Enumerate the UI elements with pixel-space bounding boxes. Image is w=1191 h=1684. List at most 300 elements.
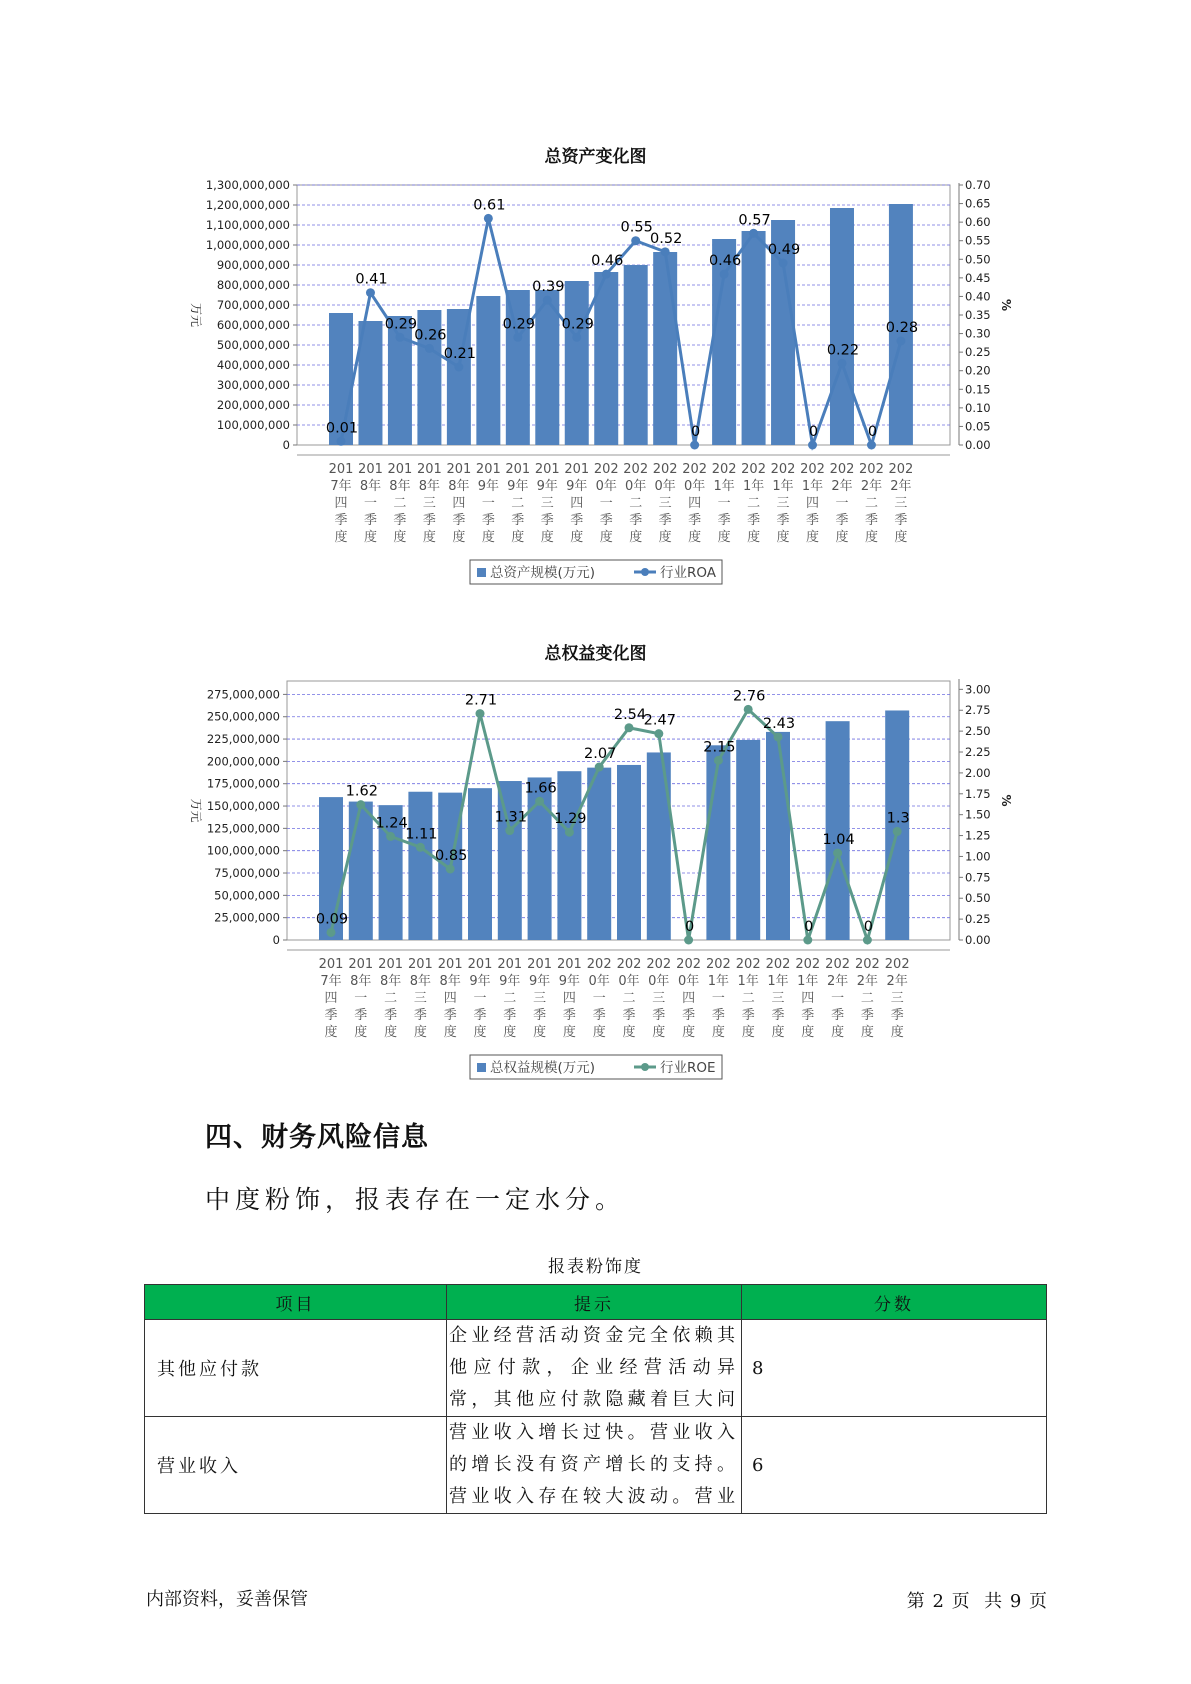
x-tick-label: 202 <box>829 462 855 477</box>
data-label: 0.49 <box>767 242 801 258</box>
data-label: 0.29 <box>502 316 535 333</box>
x-tick-label: 202 <box>616 957 642 972</box>
x-tick-label: 8年 <box>350 974 372 989</box>
x-tick-label: 四 <box>570 496 584 511</box>
bar <box>506 290 530 445</box>
x-tick-label: 度 <box>413 1025 427 1040</box>
x-tick-label: 202 <box>593 462 619 477</box>
x-tick-label: 1年 <box>737 974 759 989</box>
x-tick-label: 201 <box>564 462 590 477</box>
x-tick-label: 三 <box>540 496 554 511</box>
x-tick-label: 三 <box>422 496 436 511</box>
x-tick-label: 三 <box>890 991 904 1006</box>
bar <box>408 792 432 940</box>
x-tick-label: 二 <box>503 991 517 1006</box>
x-tick-label: 度 <box>806 530 820 545</box>
x-tick-label: 度 <box>354 1025 368 1040</box>
right-tick-label: 0.00 <box>965 933 991 947</box>
x-tick-label: 季 <box>652 1008 666 1023</box>
data-label: 0 <box>804 919 814 935</box>
row-hint-text: 企业经营活动资金完全依赖其他应付款，企业经营活动异常，其他应付款隐藏着巨大问 <box>449 1325 739 1410</box>
x-tick-label: 7年 <box>320 974 342 989</box>
x-tick-label: 四 <box>452 496 466 511</box>
left-tick-label: 300,000,000 <box>216 378 290 392</box>
x-tick-label: 8年 <box>379 974 402 989</box>
x-tick-label: 季 <box>413 1008 427 1023</box>
x-tick-label: 季 <box>864 513 878 528</box>
x-tick-label: 四 <box>324 991 338 1006</box>
x-tick-label: 202 <box>652 462 678 477</box>
left-tick-label: 100,000,000 <box>206 843 280 858</box>
data-label: 0.46 <box>708 253 742 270</box>
x-tick-label: 季 <box>324 1008 338 1023</box>
x-tick-label: 季 <box>540 513 554 528</box>
x-tick-label: 季 <box>481 513 495 528</box>
left-tick-label: 900,000,000 <box>216 258 290 272</box>
x-tick-label: 度 <box>422 530 436 545</box>
x-tick-label: 度 <box>717 530 731 545</box>
data-label: 1.66 <box>524 780 557 797</box>
line-point <box>893 827 902 836</box>
right-tick-label: 2.75 <box>965 703 991 718</box>
x-tick-label: 202 <box>711 462 737 477</box>
x-tick-label: 1年 <box>801 479 824 494</box>
right-tick-label: 0.40 <box>965 289 991 304</box>
left-tick-label: 125,000,000 <box>206 821 280 836</box>
header-item: 项目 <box>145 1285 447 1320</box>
bar <box>742 231 766 445</box>
x-tick-label: 季 <box>776 513 790 528</box>
line-point <box>684 936 693 945</box>
data-label: 2.71 <box>464 692 498 709</box>
right-tick-label: 1.50 <box>965 807 991 822</box>
x-tick-label: 季 <box>860 1008 874 1023</box>
bar <box>766 732 790 940</box>
x-tick-label: 度 <box>503 1025 517 1040</box>
x-tick-label: 1年 <box>767 974 789 989</box>
x-tick-label: 9年 <box>469 974 491 989</box>
x-tick-label: 202 <box>854 957 880 972</box>
line-point <box>837 359 846 368</box>
x-tick-label: 9年 <box>536 479 558 494</box>
data-label: 1.11 <box>405 826 438 843</box>
line-point <box>833 849 842 858</box>
x-tick-label: 202 <box>765 957 791 972</box>
x-tick-label: 三 <box>658 496 672 511</box>
line-point <box>416 843 425 852</box>
right-axis-title: % <box>999 794 1013 807</box>
row-item: 其他应付款 <box>145 1320 447 1417</box>
x-tick-label: 度 <box>835 530 849 545</box>
data-label: 2.43 <box>762 715 796 732</box>
x-tick-label: 202 <box>888 462 914 477</box>
x-tick-label: 度 <box>363 530 377 545</box>
x-tick-label: 度 <box>533 1025 547 1040</box>
left-tick-label: 225,000,000 <box>206 732 280 747</box>
bar <box>498 781 522 940</box>
x-tick-label: 季 <box>894 513 908 528</box>
x-tick-label: 2年 <box>831 479 853 494</box>
left-tick-label: 800,000,000 <box>216 278 290 292</box>
line-point <box>625 723 634 732</box>
data-label: 1.04 <box>822 832 855 849</box>
x-tick-label: 一 <box>831 991 845 1006</box>
line-point <box>714 756 723 765</box>
x-tick-label: 度 <box>801 1025 815 1040</box>
x-tick-label: 三 <box>652 991 666 1006</box>
x-tick-label: 度 <box>711 1025 725 1040</box>
data-label: 1.31 <box>494 809 527 826</box>
data-label: 0.28 <box>885 320 919 336</box>
x-tick-label: 度 <box>890 1025 904 1040</box>
x-tick-label: 9年 <box>499 974 521 989</box>
line-point <box>386 832 395 841</box>
x-tick-label: 202 <box>676 957 702 972</box>
right-tick-label: 0.60 <box>965 215 991 230</box>
line-point <box>744 705 753 714</box>
data-label: 0 <box>691 424 701 440</box>
line-point <box>505 826 514 835</box>
x-tick-label: 季 <box>503 1008 517 1023</box>
left-tick-label: 1,100,000,000 <box>205 218 290 232</box>
right-tick-label: 2.25 <box>965 745 991 760</box>
right-tick-label: 0.20 <box>965 363 991 378</box>
x-tick-label: 度 <box>658 530 672 545</box>
x-tick-label: 三 <box>413 991 427 1006</box>
x-tick-label: 四 <box>443 991 457 1006</box>
line-point <box>896 337 905 346</box>
x-tick-label: 季 <box>452 513 466 528</box>
x-tick-label: 季 <box>334 513 348 528</box>
x-tick-label: 202 <box>646 957 672 972</box>
x-tick-label: 季 <box>801 1008 815 1023</box>
right-tick-label: 0.05 <box>965 419 991 434</box>
line-point <box>356 800 365 809</box>
x-tick-label: 8年 <box>359 479 382 494</box>
line-point <box>749 229 758 238</box>
x-tick-label: 201 <box>387 462 413 477</box>
line-point <box>602 270 611 279</box>
right-tick-label: 2.50 <box>965 724 991 739</box>
line-point <box>774 732 783 741</box>
x-tick-label: 9年 <box>566 479 588 494</box>
line-point <box>425 344 434 353</box>
row-hint-text: 营业收入增长过快。营业收入的增长没有资产增长的支持。营业收入存在较大波动。营业 <box>449 1422 739 1507</box>
x-tick-label: 2年 <box>860 479 883 494</box>
header-score: 分数 <box>742 1285 1047 1320</box>
right-axis-title: % <box>999 298 1013 312</box>
x-tick-label: 度 <box>860 1025 874 1040</box>
x-tick-label: 202 <box>735 957 761 972</box>
x-tick-label: 0年 <box>677 974 700 989</box>
data-label: 0.39 <box>532 279 565 296</box>
x-tick-label: 度 <box>540 530 554 545</box>
x-tick-label: 0年 <box>588 974 610 989</box>
data-label: 0 <box>863 919 874 935</box>
bar <box>594 272 618 445</box>
x-tick-label: 季 <box>473 1008 487 1023</box>
data-label: 0.46 <box>591 253 624 270</box>
right-tick-label: 0.50 <box>965 891 991 906</box>
x-tick-label: 度 <box>682 1025 696 1040</box>
section-body: 中度粉饰，报表存在一定水分。 <box>205 1185 626 1214</box>
right-tick-label: 0.25 <box>965 345 991 360</box>
data-label: 0.01 <box>325 420 359 437</box>
x-tick-label: 季 <box>592 1008 606 1023</box>
left-axis-title: 万元 <box>189 302 203 328</box>
row-score: 6 <box>742 1417 1047 1514</box>
data-label: 0.22 <box>826 342 860 359</box>
x-tick-label: 季 <box>393 513 407 528</box>
right-tick-label: 0.50 <box>965 252 991 267</box>
data-label: 2.15 <box>703 739 736 756</box>
line-point <box>863 936 872 945</box>
left-tick-label: 275,000,000 <box>206 687 280 702</box>
right-tick-label: 3.00 <box>965 682 991 697</box>
x-tick-label: 季 <box>533 1008 547 1023</box>
bar <box>830 208 854 445</box>
x-tick-label: 季 <box>599 513 613 528</box>
x-tick-label: 二 <box>860 991 874 1006</box>
line-point <box>631 236 640 245</box>
x-tick-label: 2年 <box>856 974 879 989</box>
x-tick-label: 季 <box>688 513 702 528</box>
bar <box>826 721 850 940</box>
x-tick-label: 9年 <box>477 479 499 494</box>
legend <box>470 1055 722 1079</box>
line-point <box>484 214 493 223</box>
x-tick-label: 度 <box>334 530 348 545</box>
x-tick-label: 202 <box>586 957 612 972</box>
x-tick-label: 202 <box>741 462 766 477</box>
line-point <box>572 333 581 342</box>
x-tick-label: 201 <box>416 462 442 477</box>
x-tick-label: 9年 <box>528 974 551 989</box>
section-heading: 四、财务风险信息 <box>205 1122 429 1153</box>
x-tick-label: 度 <box>592 1025 606 1040</box>
line-point <box>446 864 455 873</box>
whitewash-table <box>144 1284 1047 1514</box>
x-tick-label: 度 <box>452 530 466 545</box>
right-tick-label: 1.75 <box>965 786 991 801</box>
x-tick-label: 202 <box>770 462 796 477</box>
right-tick-label: 0.30 <box>965 326 991 341</box>
row-hint <box>447 1417 742 1514</box>
x-tick-label: 季 <box>443 1008 457 1023</box>
x-tick-label: 1年 <box>797 974 819 989</box>
x-tick-label: 202 <box>623 462 649 477</box>
x-tick-label: 度 <box>864 530 878 545</box>
x-tick-label: 1年 <box>772 479 794 494</box>
left-tick-label: 600,000,000 <box>216 318 290 332</box>
x-tick-label: 201 <box>378 957 404 972</box>
x-tick-label: 度 <box>570 530 584 545</box>
line-point <box>513 333 522 342</box>
x-tick-label: 度 <box>776 530 790 545</box>
row-hint <box>447 1320 742 1417</box>
x-tick-label: 度 <box>324 1025 338 1040</box>
x-tick-label: 三 <box>776 496 790 511</box>
chart-title-assets: 总资产变化图 <box>544 147 647 167</box>
x-tick-label: 三 <box>894 496 908 511</box>
x-tick-label: 一 <box>717 496 731 511</box>
line-point <box>535 797 544 806</box>
x-tick-label: 一 <box>363 496 377 511</box>
table-row <box>145 1320 1047 1417</box>
data-label: 0.52 <box>650 230 683 247</box>
x-tick-label: 201 <box>318 957 344 972</box>
x-tick-label: 季 <box>384 1008 398 1023</box>
data-label: 0.55 <box>620 219 653 236</box>
x-tick-label: 201 <box>437 957 463 972</box>
line-point <box>366 288 375 297</box>
x-tick-label: 度 <box>747 530 761 545</box>
x-tick-label: 季 <box>711 1008 725 1023</box>
data-label: 0.85 <box>435 847 468 864</box>
x-tick-label: 四 <box>562 991 576 1006</box>
x-tick-label: 四 <box>334 496 348 511</box>
left-tick-label: 150,000,000 <box>206 799 280 814</box>
right-tick-label: 0.70 <box>965 180 991 192</box>
x-tick-label: 8年 <box>418 479 441 494</box>
line-point <box>454 363 463 372</box>
x-tick-label: 度 <box>481 530 495 545</box>
line-point <box>327 928 336 937</box>
x-tick-label: 度 <box>599 530 613 545</box>
right-tick-label: 0.10 <box>965 400 991 415</box>
left-tick-label: 0 <box>272 933 280 947</box>
legend-label-line: 行业ROE <box>660 1060 716 1076</box>
x-tick-label: 二 <box>741 991 755 1006</box>
line-point <box>543 296 552 305</box>
line-point <box>654 729 663 738</box>
legend-label-line: 行业ROA <box>660 565 717 581</box>
right-tick-label: 1.00 <box>965 849 991 864</box>
x-tick-label: 季 <box>363 513 377 528</box>
x-tick-label: 季 <box>831 1008 845 1023</box>
data-label: 2.54 <box>613 706 647 723</box>
data-label: 0 <box>867 424 878 440</box>
left-tick-label: 200,000,000 <box>206 754 280 769</box>
x-tick-label: 0年 <box>618 974 640 989</box>
x-tick-label: 202 <box>800 462 825 477</box>
x-tick-label: 0年 <box>683 479 706 494</box>
right-tick-label: 0.15 <box>965 382 991 397</box>
bar <box>706 745 730 940</box>
right-tick-label: 2.00 <box>965 765 991 780</box>
x-tick-label: 度 <box>393 530 407 545</box>
x-tick-label: 201 <box>527 957 553 972</box>
x-tick-label: 四 <box>688 496 702 511</box>
x-tick-label: 202 <box>682 462 708 477</box>
data-label: 0 <box>684 919 695 935</box>
table-row <box>145 1417 1047 1514</box>
chart-title-equity: 总权益变化图 <box>544 644 647 664</box>
footer-page-number: 第 2 页 共 9 页 <box>906 1591 1048 1612</box>
right-tick-label: 0.00 <box>965 438 991 452</box>
x-tick-label: 季 <box>354 1008 368 1023</box>
row-item: 营业收入 <box>145 1417 447 1514</box>
x-tick-label: 季 <box>511 513 525 528</box>
row-score: 8 <box>742 1320 1047 1417</box>
x-tick-label: 201 <box>328 462 354 477</box>
x-tick-label: 度 <box>629 530 643 545</box>
left-tick-label: 100,000,000 <box>216 418 290 432</box>
line-point <box>395 333 404 342</box>
bar <box>468 788 492 940</box>
x-tick-label: 一 <box>599 496 613 511</box>
x-tick-label: 201 <box>505 462 531 477</box>
data-label: 0.21 <box>443 346 477 362</box>
footer-confidential: 内部资料，妥善保管 <box>146 1589 308 1610</box>
bar <box>476 296 500 445</box>
bar <box>647 752 671 940</box>
data-label: 2.47 <box>643 712 676 729</box>
data-label: 1.24 <box>375 815 408 832</box>
x-tick-label: 202 <box>825 957 851 972</box>
bar <box>736 740 760 940</box>
x-tick-label: 度 <box>473 1025 487 1040</box>
x-tick-label: 度 <box>771 1025 785 1040</box>
left-tick-label: 1,000,000,000 <box>205 238 290 252</box>
line-point <box>595 763 604 772</box>
total-assets-chart <box>0 180 1191 620</box>
x-tick-label: 四 <box>682 991 696 1006</box>
x-tick-label: 一 <box>592 991 606 1006</box>
x-tick-label: 三 <box>533 991 547 1006</box>
x-tick-label: 度 <box>652 1025 666 1040</box>
x-tick-label: 季 <box>570 513 584 528</box>
x-tick-label: 度 <box>562 1025 576 1040</box>
line-point <box>565 828 574 837</box>
legend-bar-swatch <box>477 568 486 577</box>
data-label: 0.09 <box>315 911 349 928</box>
x-tick-label: 一 <box>473 991 487 1006</box>
data-label: 0.57 <box>738 212 771 229</box>
x-tick-label: 0年 <box>625 479 647 494</box>
table-header-row <box>145 1285 1047 1320</box>
x-tick-label: 2年 <box>890 479 912 494</box>
left-tick-label: 400,000,000 <box>216 358 290 372</box>
x-tick-label: 2年 <box>826 974 849 989</box>
x-tick-label: 季 <box>622 1008 636 1023</box>
x-tick-label: 一 <box>481 496 495 511</box>
right-tick-label: 0.55 <box>965 233 991 248</box>
left-axis-title: 万元 <box>189 798 203 823</box>
x-tick-label: 201 <box>556 957 582 972</box>
x-tick-label: 度 <box>443 1025 457 1040</box>
bar <box>624 265 648 445</box>
data-label: 1.29 <box>554 811 587 828</box>
total-equity-chart <box>0 675 1191 1115</box>
x-tick-label: 二 <box>864 496 878 511</box>
data-label: 0.29 <box>384 316 418 333</box>
x-tick-label: 201 <box>467 957 493 972</box>
left-tick-label: 25,000,000 <box>214 910 280 925</box>
legend-line-marker <box>641 1063 649 1071</box>
x-tick-label: 二 <box>393 496 407 511</box>
line-point <box>337 437 346 446</box>
x-tick-label: 季 <box>717 513 731 528</box>
left-tick-label: 200,000,000 <box>216 398 290 412</box>
line-point <box>779 259 788 268</box>
x-tick-label: 四 <box>801 991 815 1006</box>
x-tick-label: 二 <box>384 991 398 1006</box>
x-tick-label: 8年 <box>439 974 461 989</box>
x-tick-label: 202 <box>884 957 910 972</box>
x-tick-label: 1年 <box>713 479 735 494</box>
left-tick-label: 75,000,000 <box>214 866 280 881</box>
